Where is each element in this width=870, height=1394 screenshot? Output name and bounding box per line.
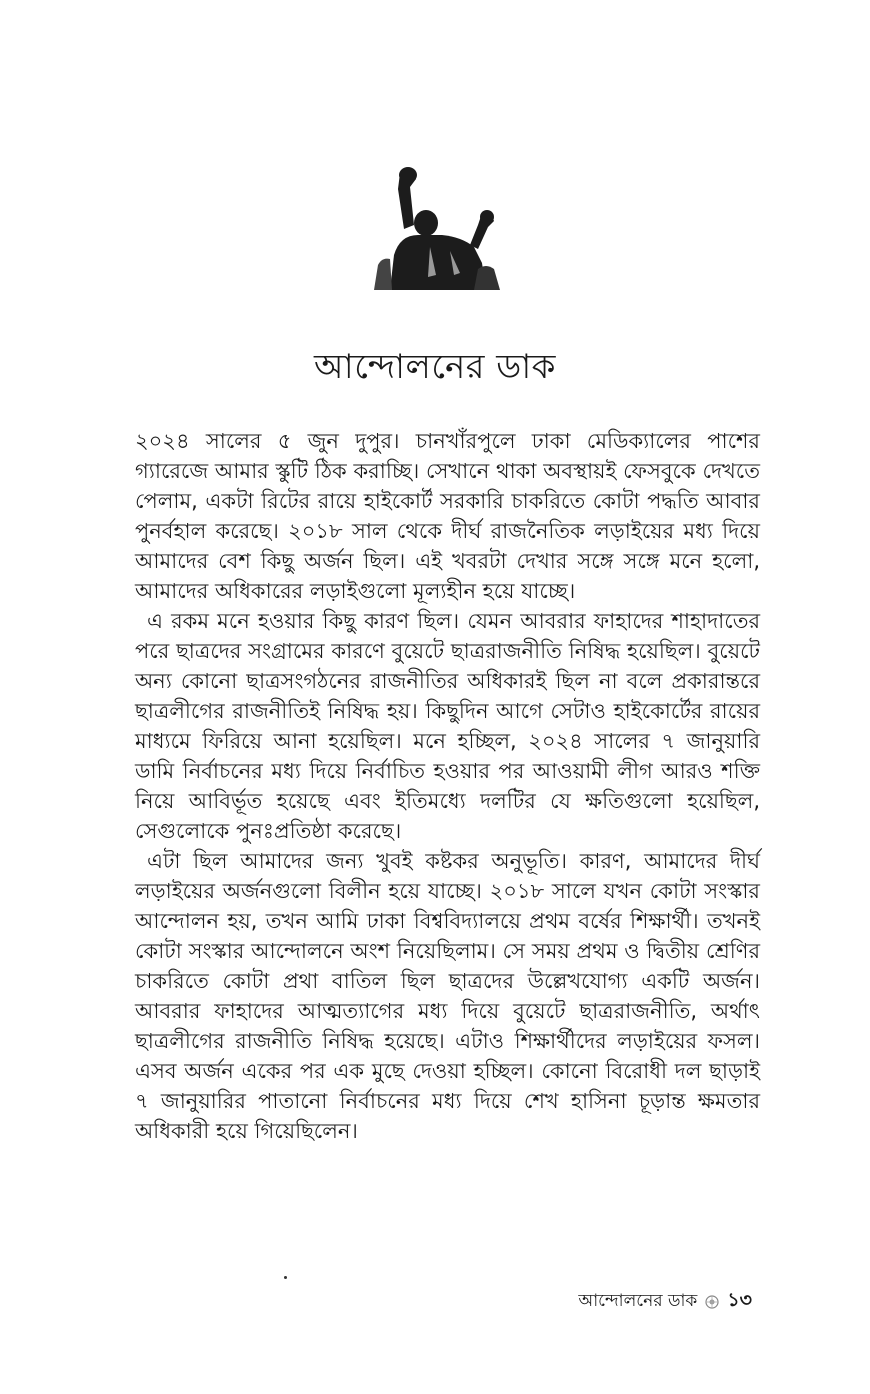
running-title: আন্দোলনের ডাক: [578, 1291, 698, 1311]
paragraph-2: এ রকম মনে হওয়ার কিছু কারণ ছিল। যেমন আবরার ফাহাদের শাহাদাতের পরে ছাত্রদের সংগ্রামের কারণে বুয়েটে ছাত্ররাজনীতি নিষিদ্ধ হয়েছিল। বুয়েটে অন্য কোনো ছাত্রসংগঠনের রাজনীতির অধিকারই ছিল না বলে প্রকারান্তরে ছাত্রলীগের রাজনীতিই নিষিদ্ধ হয়। কিছুদিন আগে সেটাও হাইকোর্টের রায়ের মাধ্যমে ফিরিয়ে আনা হয়েছিল। মনে হচ্ছিল, ২০২৪ সালের ৭ জানুয়ারি ডামি নির্বাচনের মধ্য দিয়ে নির্বাচিত হওয়ার পর আওয়ামী লীগ আরও শক্তি নিয়ে আবির্ভূত হয়েছে এবং ইতিমধ্যে দলটির যে ক্ষতিগুলো হয়েছিল, সেগুলোকে পুনঃপ্রতিষ্ঠা করেছে।: [135, 609, 760, 843]
flower-ornament-icon: [705, 1295, 719, 1309]
raised-fist-crowd-icon: [370, 165, 505, 290]
print-speck: [284, 1276, 287, 1279]
paragraph-3: এটা ছিল আমাদের জন্য খুবই কষ্টকর অনুভূতি। কারণ, আমাদের দীর্ঘ লড়াইয়ের অর্জনগুলো বিলীন হয়ে যাচ্ছে। ২০১৮ সালে যখন কোটা সংস্কার আন্দোলন হয়, তখন আমি ঢাকা বিশ্ববিদ্যালয়ে প্রথম বর্ষের শিক্ষার্থী। তখনই কোটা সংস্কার আন্দোলনে অংশ নিয়েছিলাম। সে সময় প্রথম ও দ্বিতীয় শ্রেণির চাকরিতে কোটা প্রথা বাতিল ছিল ছাত্রদের উল্লেখযোগ্য একটি অর্জন। আবরার ফাহাদের আত্মত্যাগের মধ্য দিয়ে বুয়েটে ছাত্ররাজনীতি, অর্থাৎ ছাত্রলীগের রাজনীতি নিষিদ্ধ হয়েছে। এটাও শিক্ষার্থীদের লড়াইয়ের ফসল। এসব অর্জন একের পর এক মুছে দেওয়া হচ্ছিল। কোনো বিরোধী দল ছাড়াই ৭ জানুয়ারির পাতানো নির্বাচনের মধ্য দিয়ে শেখ হাসিনা চূড়ান্ত ক্ষমতার অধিকারী হয়ে গিয়েছিলেন।: [135, 849, 760, 1143]
chapter-body: [135, 426, 760, 1146]
page-number: ১৩: [727, 1289, 752, 1311]
chapter-title: আন্দোলনের ডাক: [314, 346, 556, 387]
paragraph-1: ২০২৪ সালের ৫ জুন দুপুর। চানখাঁরপুলে ঢাকা মেডিক্যালের পাশের গ্যারেজে আমার স্কুটি ঠিক করাচ্ছি। সেখানে থাকা অবস্থায়ই ফেসবুকে দেখতে পেলাম, একটা রিটের রায়ে হাইকোর্ট সরকারি চাকরিতে কোটা পদ্ধতি আবার পুনর্বহাল করেছে। ২০১৮ সাল থেকে দীর্ঘ রাজনৈতিক লড়াইয়ের মধ্য দিয়ে আমাদের বেশ কিছু অর্জন ছিল। এই খবরটা দেখার সঙ্গে সঙ্গে মনে হলো, আমাদের অধিকারের লড়াইগুলো মূল্যহীন হয়ে যাচ্ছে।: [135, 429, 760, 603]
page-footer: [578, 1286, 752, 1318]
